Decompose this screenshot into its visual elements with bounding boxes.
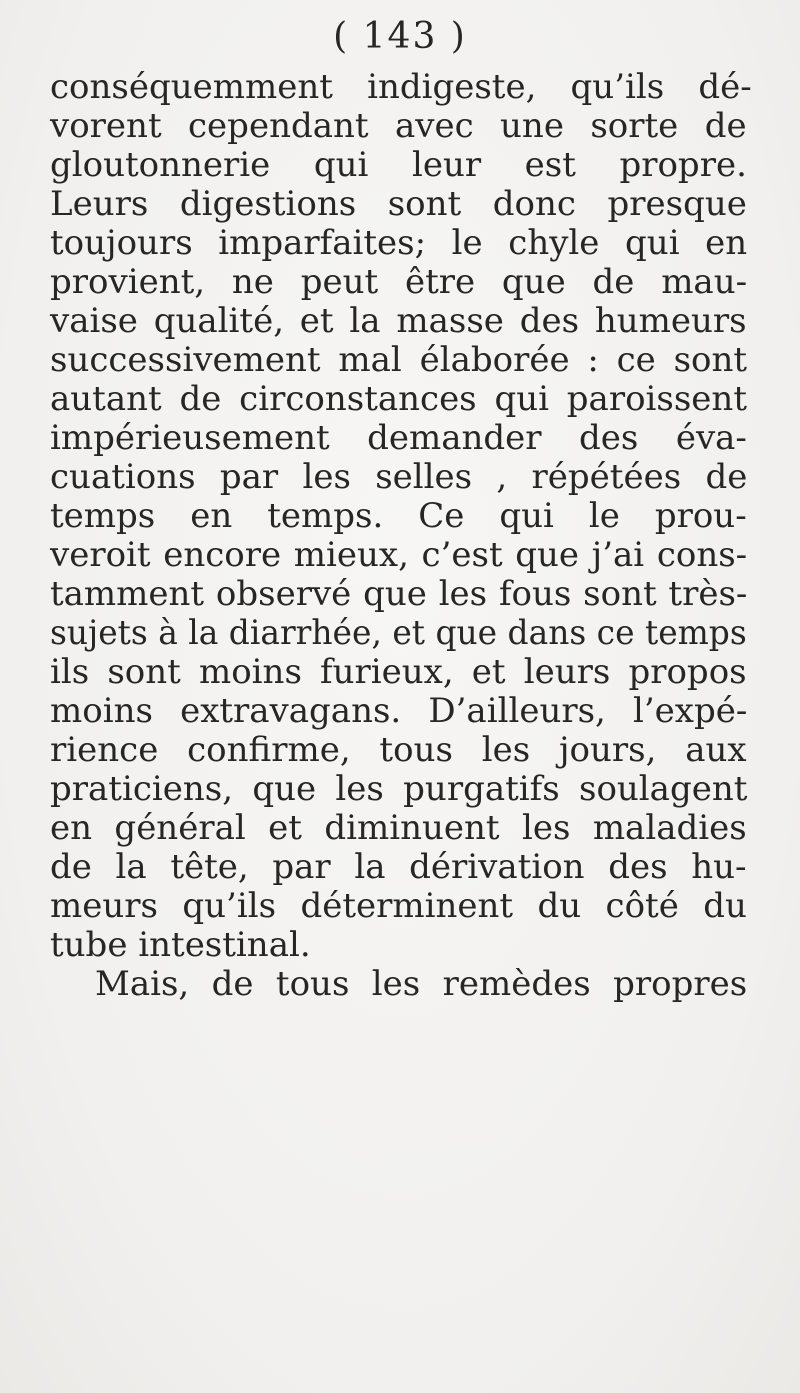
text-line: impérieusement demander des éva- (50, 418, 747, 458)
text-line: veroit encore mieux, c’est que j’ai cons- (50, 535, 748, 575)
page-number-header: ( 143 ) (333, 16, 467, 57)
text-line: sujets à la diarrhée, et que dans ce temps (50, 613, 747, 653)
text-line: Leurs digestions sont donc presque (50, 184, 747, 224)
text-line: moins extravagans. D’ailleurs, l’expé- (50, 691, 748, 731)
text-line: en général et diminuent les maladies (50, 808, 747, 848)
text-line: rience confirme, tous les jours, aux (50, 730, 747, 770)
text-line: successivement mal élaborée : ce sont (50, 340, 748, 380)
text-line: ils sont moins furieux, et leurs propos (50, 652, 747, 692)
text-line: cuations par les selles , répétées de (50, 457, 748, 497)
text-line: praticiens, que les purgatifs soulagent (50, 769, 748, 809)
text-line: meurs qu’ils déterminent du côté du (50, 886, 747, 926)
text-line: gloutonnerie qui leur est propre. (50, 145, 747, 185)
text-line: toujours imparfaites; le chyle qui en (50, 223, 748, 263)
text-line: de la tête, par la dérivation des hu- (50, 847, 747, 887)
text-line: provient, ne peut être que de mau- (50, 262, 748, 302)
text-line: conséquemment indigeste, qu’ils dé- (50, 67, 752, 107)
text-line: vorent cependant avec une sorte de (50, 106, 747, 146)
text-line: Mais, de tous les remèdes propres (95, 964, 748, 1004)
text-line: temps en temps. Ce qui le prou- (50, 496, 747, 536)
text-line: autant de circonstances qui paroissent (50, 379, 747, 419)
text-line: tamment observé que les fous sont très- (50, 574, 748, 614)
text-line: vaise qualité, et la masse des humeurs (50, 301, 747, 341)
text-line: tube intestinal. (50, 925, 311, 965)
